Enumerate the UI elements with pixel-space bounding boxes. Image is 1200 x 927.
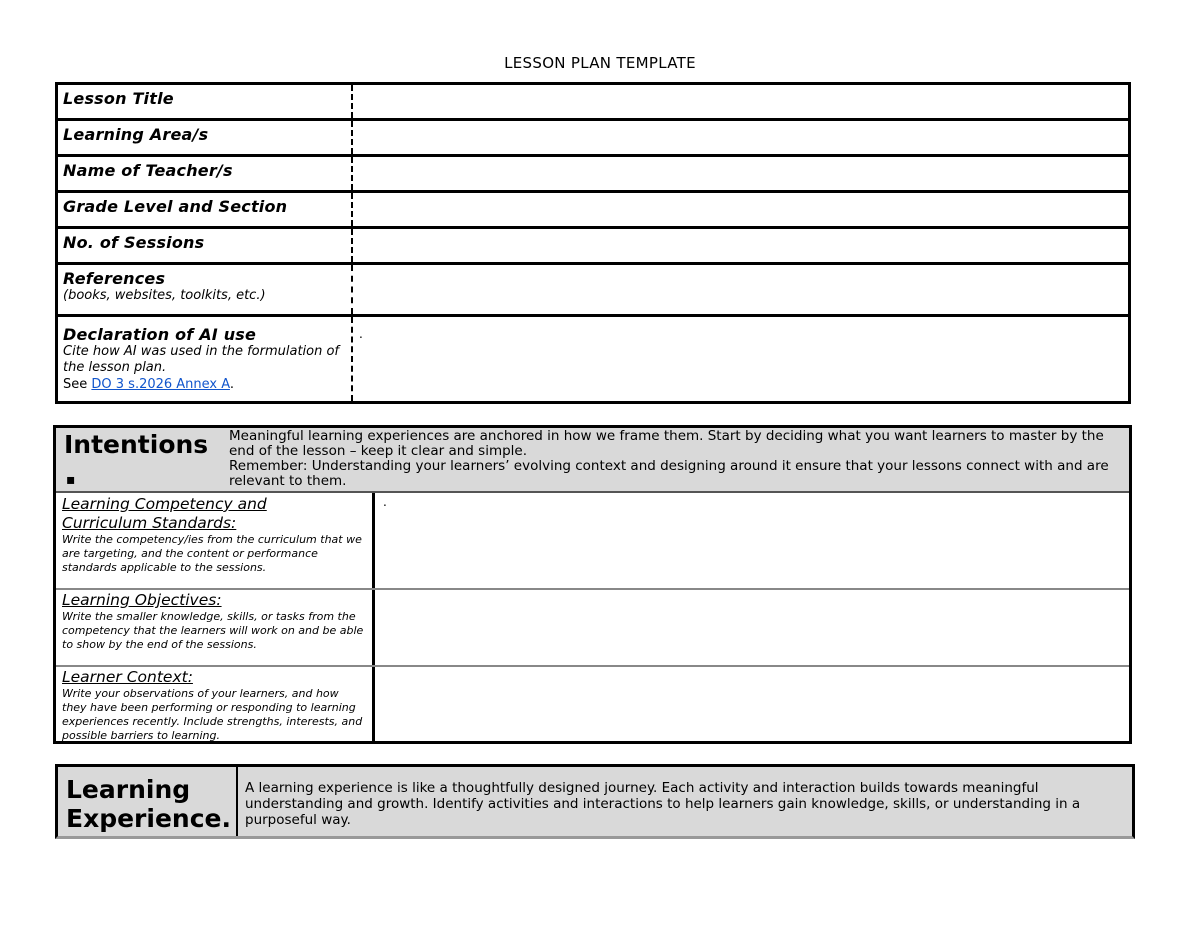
bullet-icon: ▪ [66, 472, 76, 488]
competency-row [56, 493, 1129, 590]
teacher-name-label: Name of Teacher/s [63, 161, 233, 180]
lesson-title-row [58, 85, 1128, 121]
references-hint: (books, websites, toolkits, etc.) [63, 288, 266, 303]
sessions-row [58, 229, 1128, 265]
learner-context-field[interactable] [372, 667, 1129, 741]
sessions-label: No. of Sessions [63, 233, 205, 252]
teacher-name-field[interactable] [351, 157, 1128, 190]
grade-level-field[interactable] [351, 193, 1128, 226]
objectives-row [56, 590, 1129, 667]
references-row [58, 265, 1128, 317]
references-field[interactable] [351, 265, 1128, 314]
lesson-title-field[interactable] [351, 85, 1128, 118]
intentions-intro-line1: Meaningful learning experiences are anchored in how we frame them. Start by deciding what you want learners to master by the end of the lesson – keep it clear and simple. [229, 428, 1104, 459]
intentions-intro [229, 429, 1121, 489]
value-marker: . [383, 495, 387, 509]
intentions-header [56, 428, 1129, 493]
objectives-label: Learning Objectives: [62, 591, 222, 609]
learner-context-row [56, 667, 1129, 741]
ai-declaration-hint: Cite how AI was used in the formulation of the lesson plan. [63, 344, 340, 375]
learning-experience-description: A learning experience is like a thoughtfully designed journey. Each activity and interaction builds towards meaningful understanding and growth. Identify activities and interactions to help learners gain knowledge, skills, or understanding in a purposeful way. [245, 780, 1081, 828]
learner-context-hint: Write your observations of your learners, and how they have been performing or responding to learning experiences recently. Include strengths, interests, and possible barriers to learning. [62, 687, 363, 741]
ai-declaration-label: Declaration of AI use [63, 325, 257, 344]
ai-declaration-reference: See DO 3 s.2026 Annex A. [63, 377, 235, 392]
learning-area-row [58, 121, 1128, 157]
competency-field[interactable] [372, 493, 1129, 588]
teacher-name-row [58, 157, 1128, 193]
competency-label: Learning Competency and Curriculum Standards: [62, 495, 267, 532]
do-annex-link[interactable]: DO 3 s.2026 Annex A [91, 377, 230, 392]
grade-level-label: Grade Level and Section [63, 197, 288, 216]
intentions-table [53, 425, 1132, 744]
ai-declaration-field[interactable] [351, 317, 1128, 401]
grade-level-row [58, 193, 1128, 229]
learning-experience-title: Learning Experience. [66, 775, 231, 833]
learning-experience-header [55, 764, 1135, 839]
objectives-field[interactable] [372, 590, 1129, 665]
sessions-field[interactable] [351, 229, 1128, 262]
document-title: LESSON PLAN TEMPLATE [504, 54, 696, 72]
intentions-title: Intentions [64, 430, 209, 459]
references-label: References [63, 269, 166, 288]
lesson-info-table [55, 82, 1131, 404]
lesson-title-label: Lesson Title [63, 89, 174, 108]
ai-declaration-row [58, 317, 1128, 401]
value-marker: . [359, 327, 363, 341]
learning-experience-divider [236, 767, 238, 836]
learning-area-field[interactable] [351, 121, 1128, 154]
competency-hint: Write the competency/ies from the curriculum that we are targeting, and the content or performance standards applicable to the sessions. [62, 533, 362, 574]
learner-context-label: Learner Context: [62, 668, 193, 686]
learning-area-label: Learning Area/s [63, 125, 209, 144]
objectives-hint: Write the smaller knowledge, skills, or tasks from the competency that the learners will work on and be able to show by the end of the sessions. [62, 610, 364, 651]
intentions-intro-line2: Remember: Understanding your learners’ evolving context and designing around it ensure that your lessons connect with and are relevant to them. [229, 458, 1109, 489]
